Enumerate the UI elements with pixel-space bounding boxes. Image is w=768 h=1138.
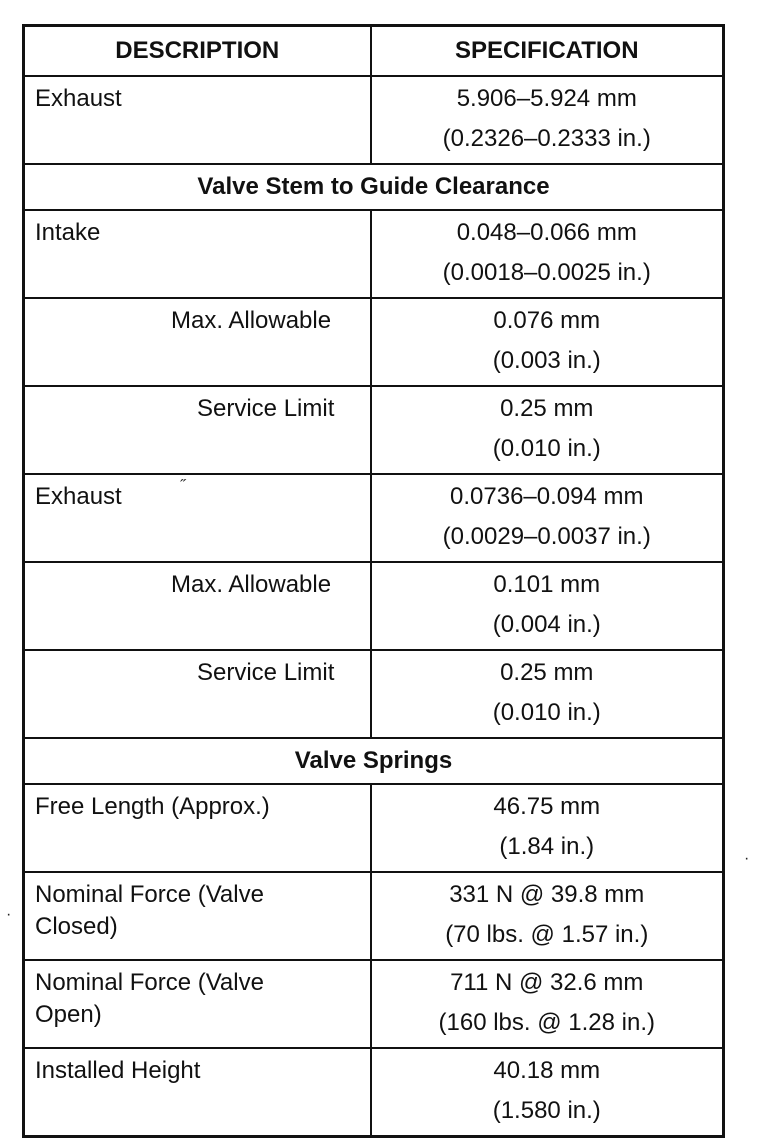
spec-imperial: (0.004 in.) (492, 611, 601, 638)
row-description: Installed Height (24, 1048, 371, 1137)
scan-speck: ˝ (180, 478, 186, 495)
row-description: Intake (24, 210, 371, 298)
row-description (24, 960, 371, 1048)
row-description: Service Limit (24, 386, 371, 474)
spec-imperial: (0.2326–0.2333 in.) (442, 125, 651, 152)
row-description: Max. Allowable (24, 298, 371, 386)
row-description-line2: Open) (35, 1001, 102, 1028)
scan-speck: · (6, 906, 12, 923)
specification-header: SPECIFICATION (371, 26, 724, 77)
row-description: Service Limit (24, 650, 371, 738)
table-row (24, 650, 724, 738)
row-description: Exhaust (24, 76, 371, 164)
spec-imperial: (1.84 in.) (499, 833, 595, 860)
spec-imperial: (0.010 in.) (492, 435, 601, 462)
spec-metric: 0.101 mm (493, 571, 601, 598)
spec-imperial: (0.010 in.) (492, 699, 601, 726)
table-row (24, 386, 724, 474)
spec-metric: 0.25 mm (500, 395, 594, 422)
spec-metric: 46.75 mm (493, 793, 601, 820)
specification-table (22, 24, 725, 1138)
spec-imperial: (0.003 in.) (492, 347, 601, 374)
row-specification (371, 76, 724, 164)
row-specification (371, 1048, 724, 1137)
spec-metric: 0.0736–0.094 mm (450, 483, 644, 510)
table-header-row (24, 26, 724, 77)
spec-metric: 0.076 mm (493, 307, 601, 334)
scan-speck: · (744, 850, 750, 867)
section-title-springs: Valve Springs (24, 738, 724, 784)
table-row (24, 960, 724, 1048)
row-specification (371, 210, 724, 298)
spec-metric: 0.25 mm (500, 659, 594, 686)
table-row (24, 562, 724, 650)
spec-metric: 0.048–0.066 mm (456, 219, 637, 246)
section-title-clearance: Valve Stem to Guide Clearance (24, 164, 724, 210)
section-row (24, 738, 724, 784)
row-specification (371, 960, 724, 1048)
row-description-line2: Closed) (35, 913, 118, 940)
table-row (24, 474, 724, 562)
table-row (24, 298, 724, 386)
spec-imperial: (1.580 in.) (492, 1097, 601, 1124)
spec-metric: 5.906–5.924 mm (456, 85, 637, 112)
row-specification (371, 386, 724, 474)
table-row (24, 1048, 724, 1137)
row-description-line1: Nominal Force (Valve (35, 969, 264, 996)
table-row (24, 210, 724, 298)
spec-imperial: (70 lbs. @ 1.57 in.) (445, 921, 649, 948)
table-row (24, 784, 724, 872)
spec-imperial: (160 lbs. @ 1.28 in.) (438, 1009, 655, 1036)
row-specification (371, 784, 724, 872)
table-row (24, 76, 724, 164)
row-description: Max. Allowable (24, 562, 371, 650)
row-description: Exhaust (24, 474, 371, 562)
spec-imperial: (0.0029–0.0037 in.) (442, 523, 651, 550)
spec-metric: 40.18 mm (493, 1057, 601, 1084)
spec-metric: 711 N @ 32.6 mm (450, 969, 644, 996)
description-header: DESCRIPTION (24, 26, 371, 77)
spec-imperial: (0.0018–0.0025 in.) (442, 259, 651, 286)
row-description-line1: Nominal Force (Valve (35, 881, 264, 908)
section-row (24, 164, 724, 210)
row-specification (371, 298, 724, 386)
row-specification (371, 474, 724, 562)
spec-metric: 331 N @ 39.8 mm (449, 881, 645, 908)
row-specification (371, 562, 724, 650)
row-description: Free Length (Approx.) (24, 784, 371, 872)
row-specification (371, 872, 724, 960)
row-description (24, 872, 371, 960)
table-row (24, 872, 724, 960)
row-specification (371, 650, 724, 738)
